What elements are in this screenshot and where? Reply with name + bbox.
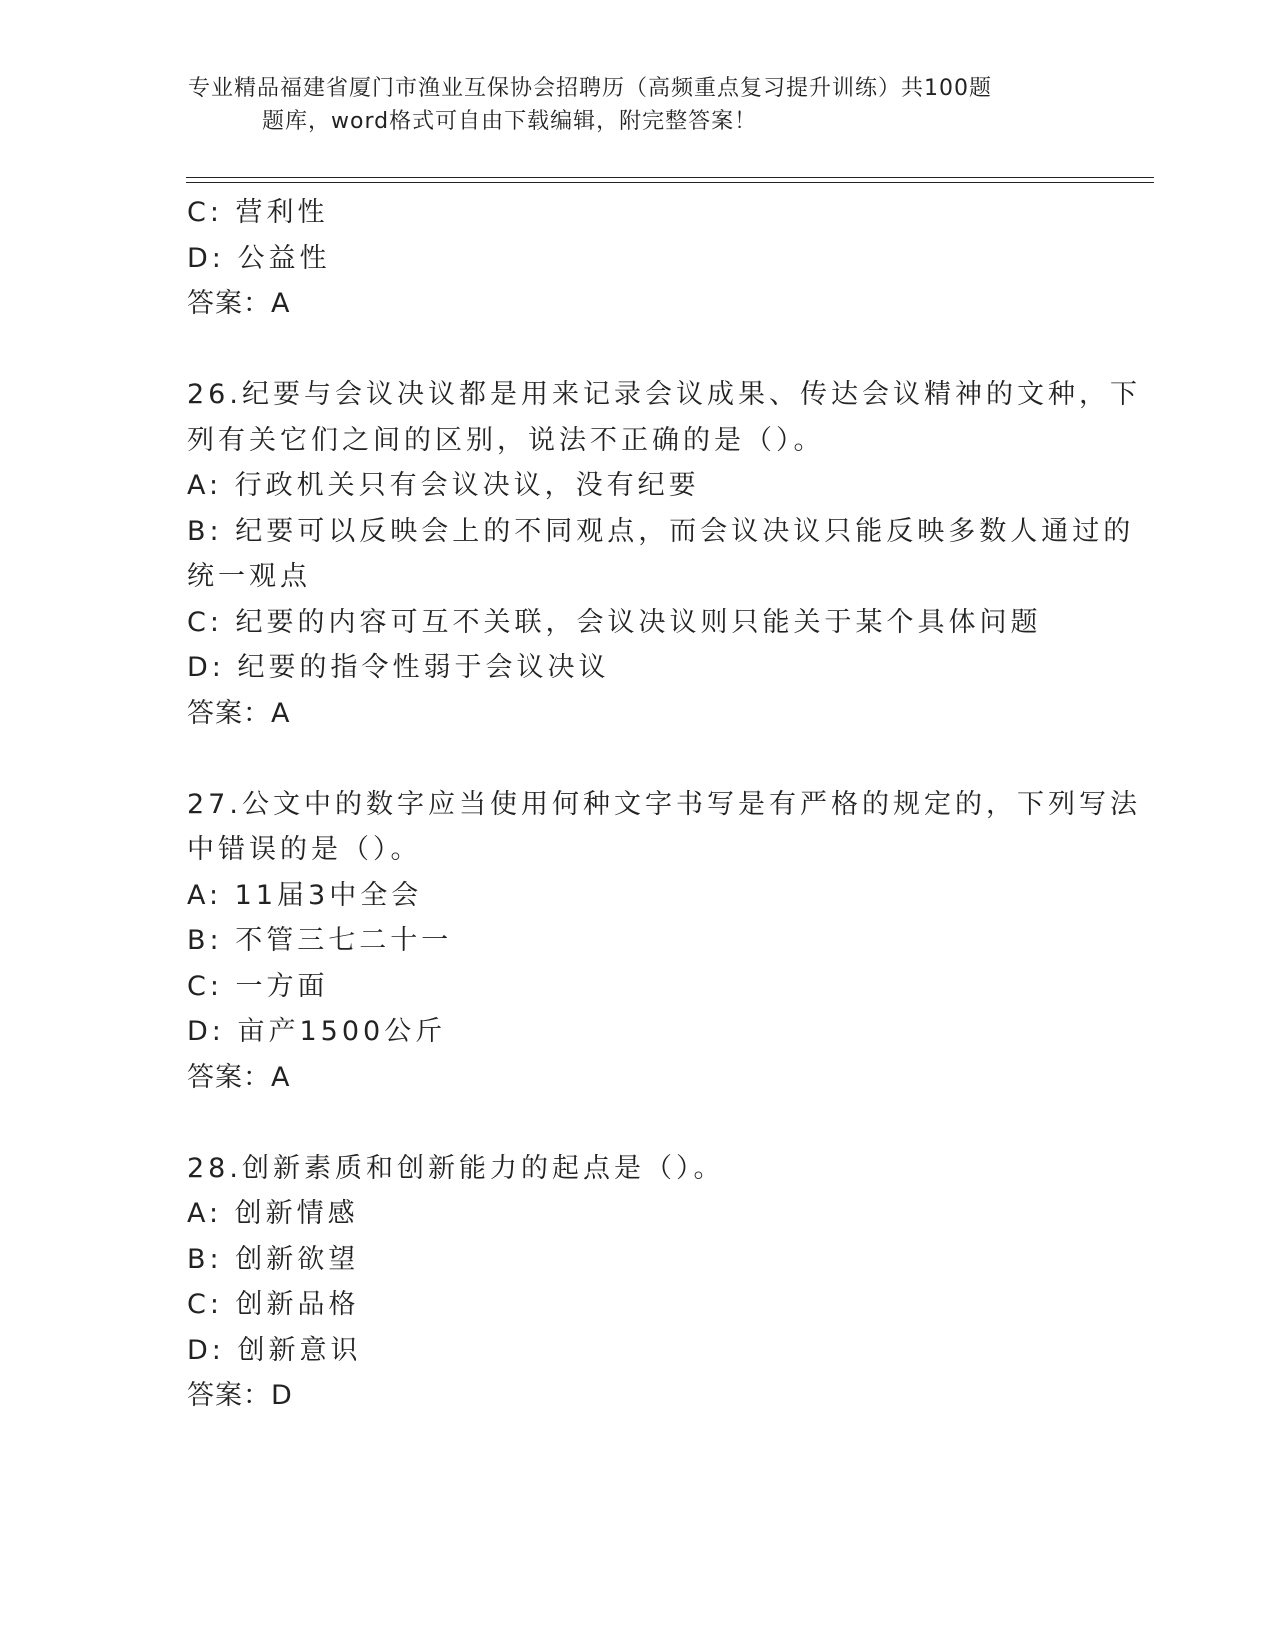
answer-line: 答案：A [187, 288, 291, 319]
answer-line: 答案：D [187, 1380, 293, 1411]
option-c: C: 一方面 [187, 970, 329, 1002]
option-d: D: 纪要的指令性弱于会议决议 [187, 652, 610, 683]
page-header [188, 72, 1068, 138]
spacer [187, 327, 1087, 373]
option-d: D: 创新意识 [187, 1334, 362, 1366]
question-stem-continued: 中错误的是（）。 [187, 834, 422, 865]
question-stem: 26.纪要与会议决议都是用来记录会议成果、传达会议精神的文种，下 [187, 379, 1141, 410]
question-25-tail [187, 190, 1087, 327]
question-stem: 28.创新素质和创新能力的起点是（）。 [187, 1152, 725, 1184]
spacer [187, 736, 1087, 782]
option-c: C: 营利性 [187, 197, 329, 228]
option-d: D: 公益性 [187, 242, 331, 274]
header-rule-top [186, 177, 1154, 178]
option-d: D: 亩产1500公斤 [187, 1016, 447, 1047]
question-stem-continued: 列有关它们之间的区别，说法不正确的是（）。 [187, 424, 825, 456]
option-a: A: 11届3中全会 [187, 879, 423, 911]
answer-line: 答案：A [187, 697, 291, 729]
question-27 [187, 782, 1141, 1101]
question-stem: 27.公文中的数字应当使用何种文字书写是有严格的规定的，下列写法 [187, 788, 1141, 820]
answer-line: 答案：A [187, 1061, 291, 1093]
header-rule-bottom [186, 182, 1154, 183]
question-26 [187, 372, 1141, 736]
header-title-line2: 题库，word格式可自由下载编辑，附完整答案！ [262, 109, 758, 134]
option-b: B: 纪要可以反映会上的不同观点，而会议决议只能反映多数人通过的 [187, 515, 1135, 547]
option-b: B: 不管三七二十一 [187, 925, 453, 956]
option-c: C: 创新品格 [187, 1289, 360, 1320]
option-b-continued: 统一观点 [187, 561, 311, 592]
option-c: C: 纪要的内容可互不关联，会议决议则只能关于某个具体问题 [187, 606, 1042, 638]
spacer [187, 1100, 1087, 1146]
option-b: B: 创新欲望 [187, 1243, 360, 1275]
header-title-line1: 专业精品福建省厦门市渔业互保协会招聘历（高频重点复习提升训练）共100题 [188, 76, 992, 101]
option-a: A: 创新情感 [187, 1198, 359, 1229]
option-a: A: 行政机关只有会议决议，没有纪要 [187, 470, 700, 501]
question-content [187, 190, 1141, 1419]
question-28 [187, 1146, 1087, 1419]
